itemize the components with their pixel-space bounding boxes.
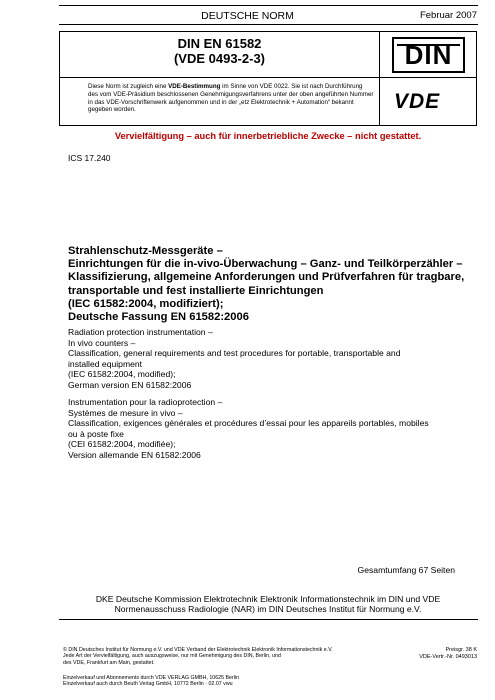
vde-contract-number: VDE-Vertr.-Nr. 0493013	[419, 653, 477, 660]
sales-line: Einzelverkauf und Abonnements durch VDE VERLAG GMBH, 10625 Berlin	[63, 675, 240, 681]
ics-code: ICS 17.240	[68, 153, 111, 163]
notice-prefix: Diese Norm ist zugleich eine	[88, 83, 169, 90]
title-en-line: (IEC 61582:2004, modified);	[68, 369, 176, 380]
title-de-line: transportable und fest installierte Einrichtungen	[68, 284, 324, 297]
din-logo	[392, 37, 465, 73]
title-box	[59, 31, 477, 126]
copyright-notice	[63, 647, 363, 666]
title-en-line: German version EN 61582:2006	[68, 379, 192, 390]
committee-line: Normenausschuss Radiologie (NAR) im DIN Deutsches Institut für Normung e.V.	[114, 604, 422, 615]
price-info	[357, 647, 477, 660]
title-en-line: Classification, general requirements and test procedures for portable, transportable and	[68, 348, 401, 359]
title-de-line: Strahlenschutz-Messgeräte –	[68, 245, 223, 257]
standard-number: DIN EN 61582	[177, 36, 262, 51]
title-en-line: Radiation protection instrumentation –	[68, 327, 213, 337]
committee	[59, 594, 477, 615]
title-fr-line: Instrumentation pour la radioprotection –	[68, 397, 223, 407]
copyright-line: Jede Art der Vervielfältigung, auch auszugsweise, nur mit Genehmigung des DIN, Berlin, und	[63, 653, 281, 660]
title-fr-line: Classification, exigences générales et procédures d’essai pour les appareils portables, mobiles	[68, 418, 429, 429]
title-en-line: In vivo counters –	[68, 337, 136, 348]
copyright-line: des VDE, Frankfurt am Main, gestattet.	[63, 659, 155, 666]
vde-logo: VDE	[394, 90, 441, 113]
title-fr-line: Systèmes de mesure in vivo –	[68, 407, 183, 418]
sales-info	[63, 675, 363, 688]
title-french	[68, 397, 483, 461]
title-de-line: (IEC 61582:2004, modifiziert);	[68, 297, 224, 310]
reproduction-warning: Vervielfältigung – auch für innerbetriebliche Zwecke – nicht gestattet.	[114, 131, 422, 141]
title-en-line: installed equipment	[68, 358, 143, 369]
total-pages: Gesamtumfang 67 Seiten	[357, 565, 455, 575]
price-group: Preisgr. 38 K	[445, 647, 477, 653]
title-de-line: Klassifizierung, allgemeine Anforderungen und Prüfverfahren für tragbare,	[68, 271, 465, 284]
title-de-line: Deutsche Fassung EN 61582:2006	[68, 311, 249, 324]
sales-line: Einzelverkauf auch durch Beuth Verlag GmbH, 10772 Berlin · 02.07 vwu	[63, 681, 233, 688]
norm-type: DEUTSCHE NORM	[201, 10, 294, 22]
publication-date: Februar 2007	[419, 10, 477, 21]
title-english	[68, 327, 483, 391]
din-logo-text: DIN	[404, 39, 453, 70]
standard-number-block	[60, 36, 379, 66]
footer-rule	[59, 619, 478, 620]
committee-line: DKE Deutsche Kommission Elektrotechnik Elektronik Informationstechnik im DIN und VDE	[95, 594, 441, 604]
copyright-line: © DIN Deutsches Institut für Normung e.V. und VDE Verband der Elektrotechnik Elektronik Informationstechnik e.V.	[63, 647, 333, 653]
box-divider-vertical	[379, 32, 380, 125]
din-logo-bar	[397, 44, 460, 46]
vde-number: (VDE 0493-2-3)	[173, 51, 266, 66]
title-fr-line: Version allemande EN 61582:2006	[68, 449, 201, 460]
title-fr-line: (CEI 61582:2004, modifiée);	[68, 439, 176, 450]
title-de-line: Einrichtungen für die in-vivo-Überwachung – Ganz- und Teilkörperzähler –	[68, 258, 463, 271]
title-fr-line: ou à poste fixe	[68, 428, 124, 439]
header-rule	[59, 24, 478, 25]
box-divider-horizontal	[60, 77, 476, 78]
vde-notice	[88, 83, 374, 114]
notice-bold: VDE-Bestimmung	[168, 83, 221, 90]
notice-rest: im Sinne von VDE 0022. Sie ist nach Durchführung des vom VDE-Präsidium beschlossenen Genehmigungsverfahrens unter der oben angeführten Nummer in das VDE-Vorschriftenwerk aufgenommen und in der „etz Elektrotechnik + Automation“ bekannt gegeben worden.	[88, 83, 374, 114]
title-german	[68, 245, 483, 324]
top-rule	[59, 5, 478, 6]
